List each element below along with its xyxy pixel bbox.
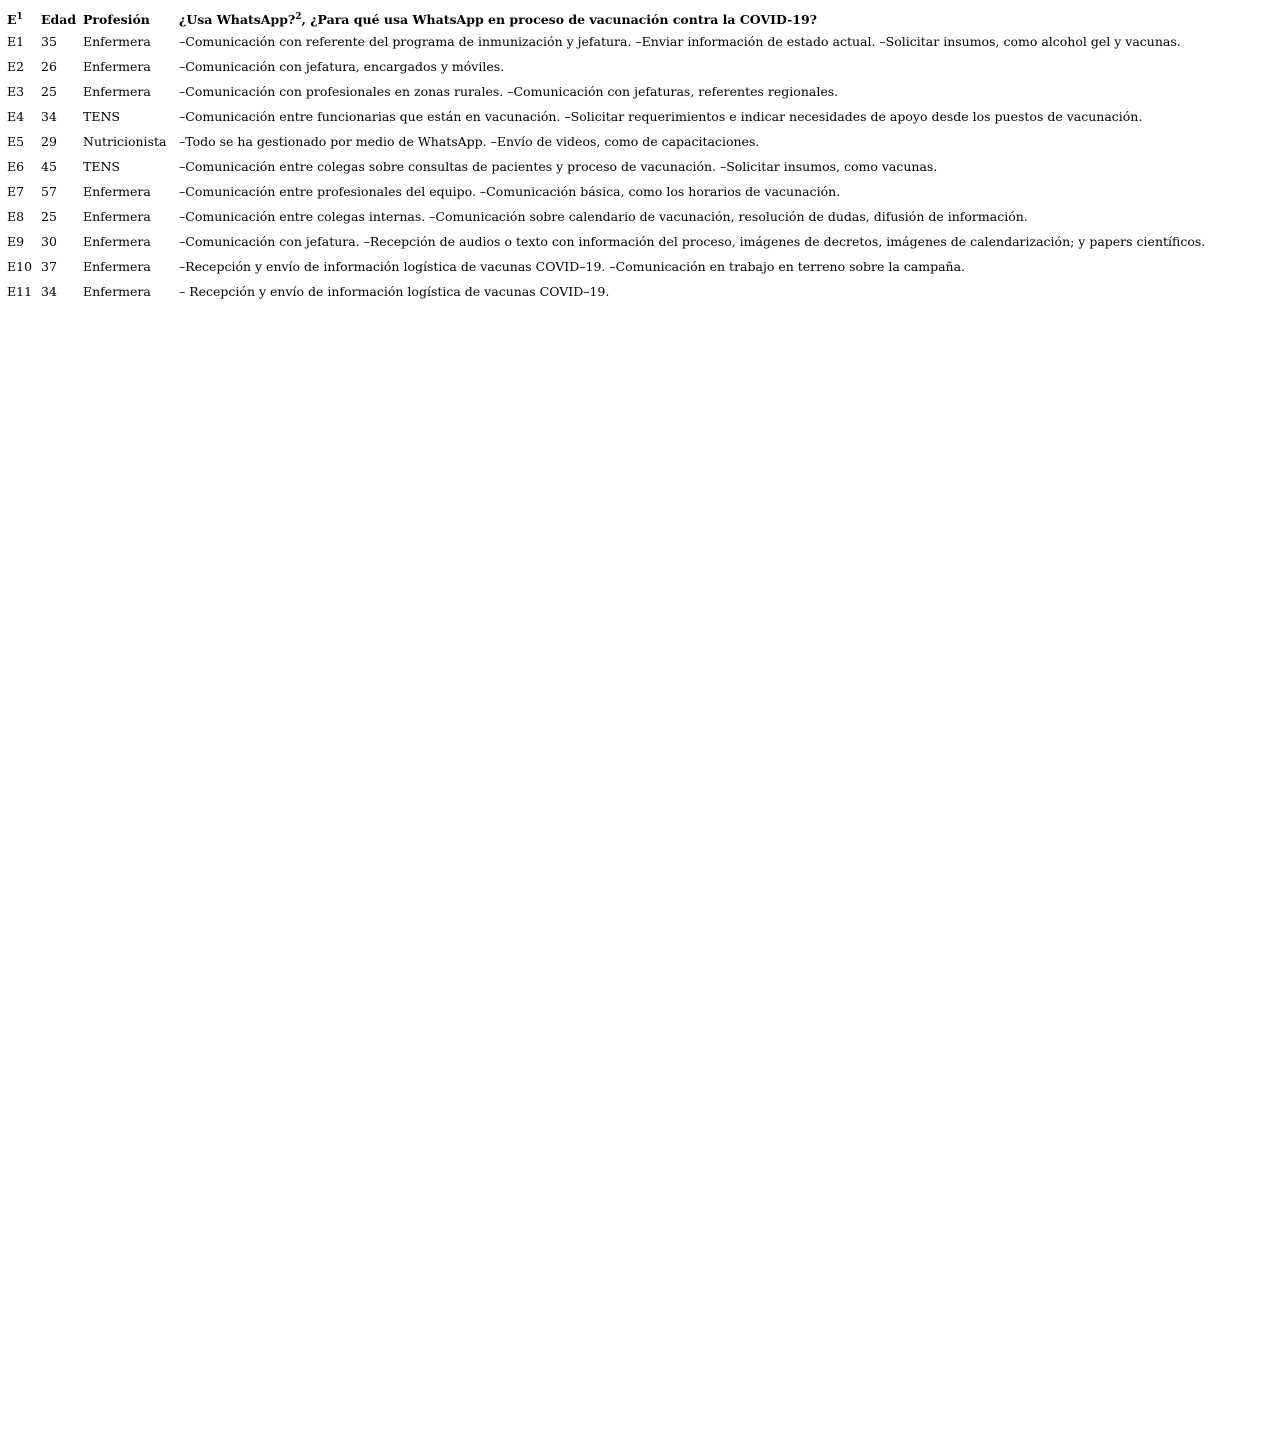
table-row xyxy=(7,59,1205,84)
header-profession: Profesión xyxy=(83,12,150,27)
table-row xyxy=(7,159,1205,184)
cell-use: –Comunicación con profesionales en zonas rurales. –Comunicación con jefaturas, referentes regionales. xyxy=(179,84,839,99)
cell-age: 34 xyxy=(41,109,57,124)
header-use-prefix: ¿Usa WhatsApp? xyxy=(179,12,296,27)
table-row xyxy=(7,109,1205,134)
cell-id: E5 xyxy=(7,134,25,149)
cell-age: 35 xyxy=(41,34,57,49)
cell-age: 29 xyxy=(41,134,57,149)
cell-id: E6 xyxy=(7,159,25,174)
table-row xyxy=(7,134,1205,159)
cell-use: –Todo se ha gestionado por medio de WhatsApp. –Envío de videos, como de capacitaciones. xyxy=(179,134,760,149)
table-row xyxy=(7,34,1205,59)
cell-profession: Enfermera xyxy=(83,259,151,274)
cell-id: E10 xyxy=(7,259,33,274)
cell-use: –Comunicación con jefatura, encargados y móviles. xyxy=(179,59,505,74)
cell-profession: Enfermera xyxy=(83,184,151,199)
cell-age: 25 xyxy=(41,209,57,224)
cell-age: 34 xyxy=(41,284,57,299)
cell-id: E3 xyxy=(7,84,25,99)
cell-id: E2 xyxy=(7,59,25,74)
cell-id: E7 xyxy=(7,184,25,199)
cell-id: E8 xyxy=(7,209,25,224)
header-use xyxy=(179,8,1205,34)
cell-use: –Comunicación entre profesionales del equipo. –Comunicación básica, como los horarios de vacunación. xyxy=(179,184,841,199)
cell-profession: Enfermera xyxy=(83,209,151,224)
header-row xyxy=(7,8,1205,34)
cell-id: E9 xyxy=(7,234,25,249)
table-row xyxy=(7,284,1205,309)
cell-use: – Recepción y envío de información logística de vacunas COVID–19. xyxy=(179,284,610,299)
header-use-footnote: 2 xyxy=(295,12,302,22)
cell-profession: Enfermera xyxy=(83,84,151,99)
cell-profession: TENS xyxy=(83,159,120,174)
interviewees-table xyxy=(7,8,1205,309)
cell-age: 57 xyxy=(41,184,57,199)
table-header xyxy=(7,8,1205,34)
header-id-footnote: 1 xyxy=(16,12,23,22)
header-age: Edad xyxy=(41,12,77,27)
cell-use: –Recepción y envío de información logística de vacunas COVID–19. –Comunicación en trabajo en terreno sobre la campaña. xyxy=(179,259,966,274)
cell-profession: Enfermera xyxy=(83,284,151,299)
cell-use: –Comunicación entre colegas internas. –Comunicación sobre calendario de vacunación, resolución de dudas, difusión de información. xyxy=(179,209,1028,224)
header-use-suffix: , ¿Para qué usa WhatsApp en proceso de vacunación contra la COVID-19? xyxy=(301,12,818,27)
cell-use: –Comunicación entre funcionarias que están en vacunación. –Solicitar requerimientos e indicar necesidades de apoyo desde los puestos de vacunación. xyxy=(179,109,1143,124)
table-row xyxy=(7,84,1205,109)
cell-profession: Enfermera xyxy=(83,234,151,249)
cell-use: –Comunicación con jefatura. –Recepción de audios o texto con información del proceso, imágenes de decretos, imágenes de calendarización; y papers científicos. xyxy=(179,234,1206,249)
table-row xyxy=(7,184,1205,209)
header-id xyxy=(7,8,41,34)
cell-id: E1 xyxy=(7,34,25,49)
cell-use: –Comunicación con referente del programa de inmunización y jefatura. –Enviar información de estado actual. –Solicitar insumos, como alcohol gel y vacunas. xyxy=(179,34,1181,49)
table-row xyxy=(7,259,1205,284)
cell-profession: Enfermera xyxy=(83,59,151,74)
table-row xyxy=(7,234,1205,259)
table-row xyxy=(7,209,1205,234)
cell-age: 30 xyxy=(41,234,57,249)
header-id-label: E xyxy=(7,12,17,27)
cell-profession: Nutricionista xyxy=(83,134,167,149)
table-body xyxy=(7,34,1205,309)
cell-use: –Comunicación entre colegas sobre consultas de pacientes y proceso de vacunación. –Solicitar insumos, como vacunas. xyxy=(179,159,938,174)
cell-age: 25 xyxy=(41,84,57,99)
cell-age: 37 xyxy=(41,259,57,274)
cell-age: 45 xyxy=(41,159,57,174)
cell-age: 26 xyxy=(41,59,57,74)
cell-profession: TENS xyxy=(83,109,120,124)
cell-id: E11 xyxy=(7,284,33,299)
cell-id: E4 xyxy=(7,109,25,124)
cell-profession: Enfermera xyxy=(83,34,151,49)
